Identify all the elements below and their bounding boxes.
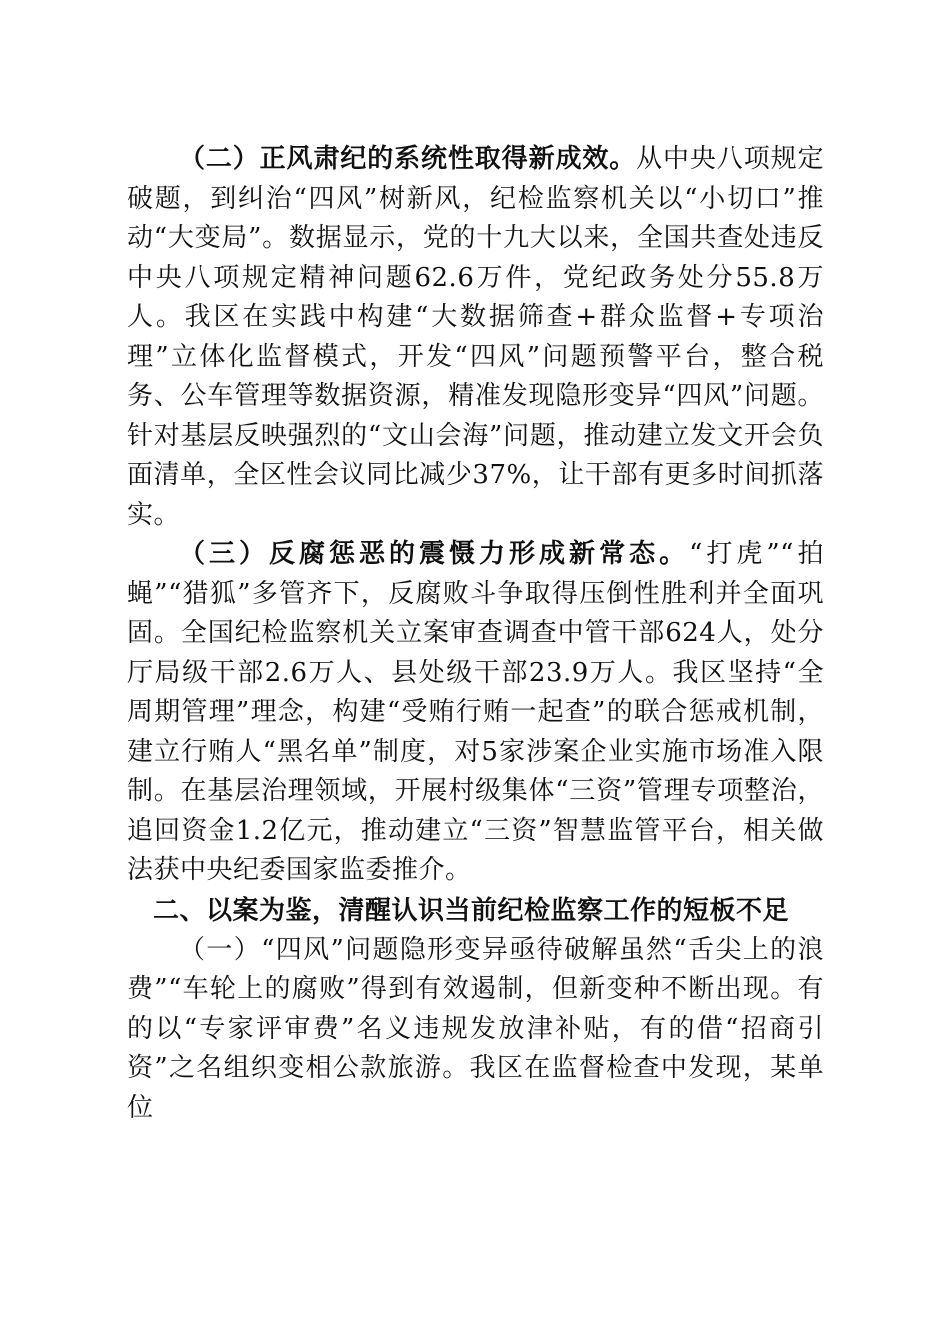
- document-page: [127, 140, 824, 1128]
- paragraph-body: 虽然“舌尖上的浪费”“车轮上的腐败”得到有效遏制，但新变种不断出现。有的以“专家评审费”名义违规发放津补贴，有的借“招商引资”之名组织变相公款旅游。我区在监督检查中发现，某单位: [127, 934, 824, 1123]
- paragraph-anti-corruption: [127, 535, 824, 891]
- paragraph-body: “打虎”“拍蝇”“猎狐”多管齐下，反腐败斗争取得压倒性胜利并全面巩固。全国纪检监察机关立案审查调查中管干部624人，处分厅局级干部2.6万人、县处级干部23.9万人。我区坚持“全周期管理”理念，构建“受贿行贿一起查”的联合惩戒机制，建立行贿人“黑名单”制度，对5家涉案企业实施市场准入限制。在基层治理领域，开展村级集体“三资”管理专项整治，追回资金1.2亿元，推动建立“三资”智慧监管平台，相关做法获中央纪委国家监委推介。: [127, 539, 824, 885]
- paragraph-heading: （三）反腐惩恶的震慑力形成新常态。: [179, 539, 690, 569]
- section-title: 二、以案为鉴，清醒认识当前纪检监察工作的短板不足: [153, 895, 790, 926]
- paragraph-heading: （二）正风肃纪的系统性取得新成效。: [179, 144, 637, 174]
- paragraph-rectitude-discipline: [127, 140, 824, 535]
- paragraph-four-winds: [127, 931, 824, 1129]
- paragraph-heading: （一）“四风”问题隐形变异亟待破解: [179, 934, 619, 965]
- paragraph-body: 从中央八项规定破题，到纠治“四风”树新风，纪检监察机关以“小切口”推动“大变局”。数据显示，党的十九大以来，全国共查处违反中央八项规定精神问题62.6万件，党纪政务处分55.8万人。我区在实践中构建“大数据筛查+群众监督+专项治理”立体化监督模式，开发“四风”问题预警平台，整合税务、公车管理等数据资源，精准发现隐形变异“四风”问题。针对基层反映强烈的“文山会海”问题，推动建立发文开会负面清单，全区性会议同比减少37%，让干部有更多时间抓落实。: [127, 144, 824, 530]
